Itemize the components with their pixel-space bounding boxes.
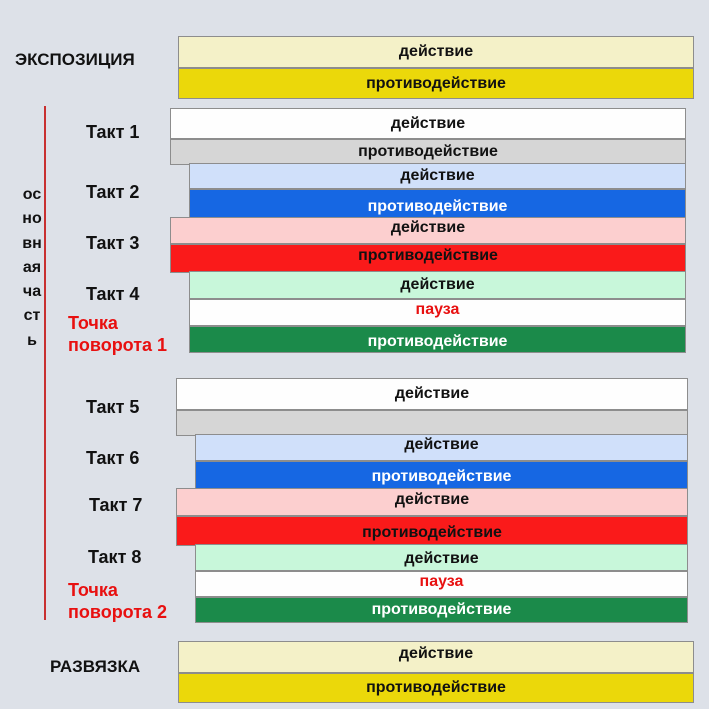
denouement-action-bar: действие [178, 641, 694, 673]
beat-5-label: Такт 5 [86, 397, 140, 417]
exposition-action-bar: действие [178, 36, 694, 68]
denouement-label: РАЗВЯЗКА [50, 657, 141, 676]
beat-6-label: Такт 6 [86, 448, 140, 468]
beat-3-action-bar: действие [170, 217, 686, 244]
beat-8-pause-bar: пауза [195, 571, 688, 597]
beat-4-counteraction-bar: противодействие [189, 326, 686, 353]
beat-8-label: Такт 8 [88, 547, 142, 567]
beat-3-counteraction-bar: противодействие [170, 244, 686, 273]
beat-4-label: Такт 4 [86, 284, 140, 304]
turning-point-2-label: Точка поворота 2 [68, 580, 168, 622]
beat-7-action-bar: действие [176, 488, 688, 516]
denouement-counteraction-bar: противодействие [178, 673, 694, 703]
beat-8-action-bar: действие [195, 544, 688, 571]
beat-4-pause-bar: пауза [189, 299, 686, 326]
beat-2-counteraction-bar: противодействие [189, 189, 686, 219]
beat-3-label: Такт 3 [86, 233, 140, 253]
turning-point-1-label: Точка поворота 1 [68, 313, 168, 355]
beat-5-counteraction-bar [176, 410, 688, 436]
beat-7-counteraction-bar: противодействие [176, 516, 688, 546]
main-part-divider [44, 106, 46, 620]
beat-6-counteraction-bar: противодействие [195, 461, 688, 489]
exposition-label: ЭКСПОЗИЦИЯ [15, 50, 135, 69]
beat-7-label: Такт 7 [89, 495, 143, 515]
beat-4-action-bar: действие [189, 271, 686, 299]
beat-2-action-bar: действие [189, 163, 686, 189]
beat-8-counteraction-bar: противодействие [195, 597, 688, 623]
beat-6-action-bar: действие [195, 434, 688, 461]
beat-2-label: Такт 2 [86, 182, 140, 202]
exposition-counteraction-bar: противодействие [178, 68, 694, 99]
beat-5-action-bar: действие [176, 378, 688, 410]
beat-1-label: Такт 1 [86, 122, 140, 142]
main-part-label: основная часть [22, 186, 42, 349]
beat-1-counteraction-bar: противодействие [170, 139, 686, 165]
beat-1-action-bar: действие [170, 108, 686, 139]
